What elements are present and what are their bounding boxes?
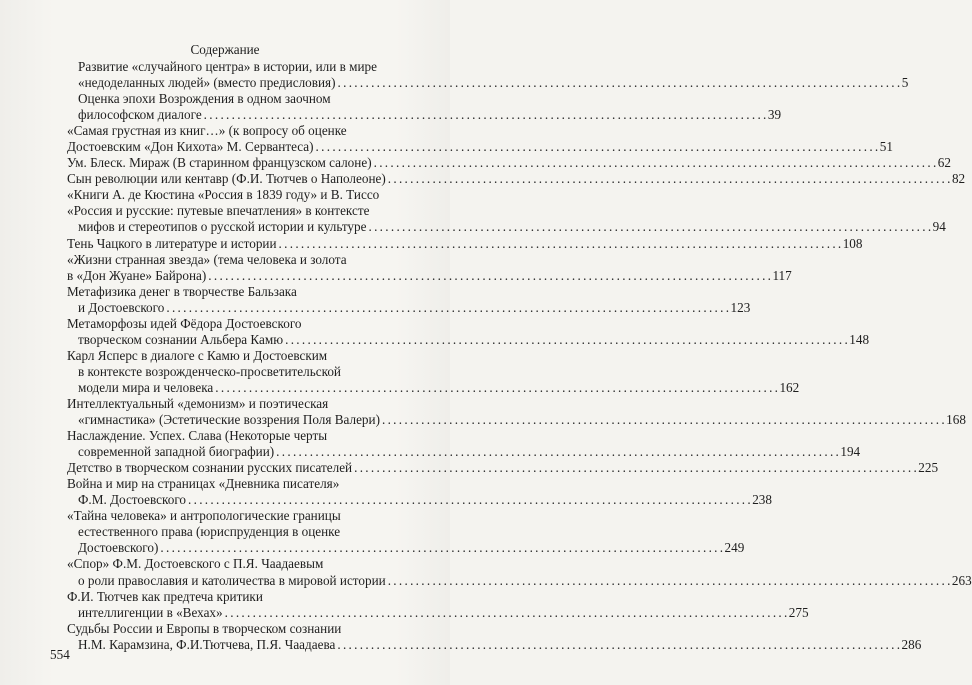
dot-leader [188,492,750,508]
toc-entry-last-line [67,139,893,155]
toc-entry-line: Судьбы России и Европы в творческом сознании [67,620,342,636]
toc-entry-page: 238 [752,492,772,508]
toc-entry [67,476,772,508]
toc-entry [67,123,893,155]
toc-entry-page: 5 [901,75,909,91]
toc-entry-line: Ф.М. Достоевского [78,492,187,508]
toc-entry-line: «Спор» Ф.М. Достоевского с П.Я. Чаадаевым [67,556,324,572]
toc-entry-line: «Жизни странная звезда» (тема человека и золота [67,251,347,267]
toc-entry-last-line [67,235,863,252]
toc-entry-last-line [67,267,792,284]
toc-entry-page: 286 [901,636,922,652]
toc-entry-last-line [67,155,951,171]
toc-entry [67,556,972,588]
toc-entry-last-line [67,540,745,556]
toc-entry-line: Тень Чацкого в литературе и истории [67,235,277,251]
toc-entry-page: 275 [788,604,809,620]
toc-entry-line: Сын революции или кентавр (Ф.И. Тютчев о Наполеоне) [67,171,386,187]
toc-entry-line: Ум. Блеск. Мираж (В старинном французском салоне) [67,155,372,171]
toc-entry-last-line [67,219,946,235]
toc-entry [67,508,745,556]
toc-entry-last-line [67,331,870,348]
toc-entry-last-line [67,444,861,460]
toc-entry-last-line [67,299,751,316]
toc-entry [67,235,863,252]
toc-entry [67,251,792,284]
toc-entry-page: 123 [730,299,751,315]
dot-leader [388,171,950,187]
toc-entry-line: «Тайна человека» и антропологические границы [67,508,341,524]
toc-entry-line: и Достоевского [78,299,165,315]
toc-entry-page: 62 [937,155,951,171]
toc-entry-last-line [67,379,800,396]
dot-leader [382,412,944,428]
toc-entry-page: 108 [842,235,863,251]
page-number: 554 [50,647,70,662]
dot-leader [276,444,838,460]
toc-entry-line: Достоевского) [78,540,159,556]
toc-entry-page: 225 [918,460,939,476]
dot-leader [215,380,777,396]
toc-entry-line: модели мира и человека [78,379,214,395]
toc-entry-page: 148 [849,331,870,347]
toc-entry-line: «Россия и русские: путевые впечатления» в контексте [67,203,370,219]
toc-entry-page: 117 [772,267,792,283]
toc-entry-line: Детство в творческом сознании русских писателей [67,460,353,476]
toc-entry [67,283,751,316]
toc-entry [67,91,782,123]
toc-entry-last-line [67,107,782,123]
toc-entry-line: Оценка эпохи Возрождения в одном заочном [78,91,331,107]
toc-entry-line: современной западной биографии) [78,444,275,460]
toc-entry-line: «гимнастика» (Эстетические воззрения Поля Валери) [78,412,380,428]
toc-entry-line: Ф.И. Тютчев как предтеча критики [67,588,263,604]
toc-entry-page: 82 [951,171,966,187]
dot-leader [354,460,916,476]
toc-entry-line: философском диалоге [78,107,202,123]
toc-entry-line: в контексте возрожденческо-просветительской [78,363,341,379]
toc-entry-page: 263 [951,572,972,588]
dot-leader [225,605,787,621]
dot-leader [374,155,936,171]
toc-entry [67,460,939,476]
toc-entry-page: 39 [767,107,782,123]
toc-entry-line: о роли православия и католичества в мировой истории [78,572,386,588]
table-of-contents [67,59,972,653]
toc-entry [67,59,909,91]
toc-entry-line: «недоделанных людей» (вместо предисловия) [78,75,336,91]
toc-entry [67,315,870,348]
toc-title: Содержание [190,42,260,57]
dot-leader [285,332,847,348]
toc-entry-line: Метафизика денег в творчестве Бальзака [67,283,297,299]
dot-leader [279,236,841,252]
toc-entry-last-line [67,604,809,621]
toc-entry-line: творческом сознании Альбера Камю [78,331,284,347]
toc-entry [67,155,951,171]
dot-leader [316,139,878,155]
toc-entry-line: Интеллектуальный «демонизм» и поэтическая [67,395,329,411]
toc-entry-line: в «Дон Жуане» Байрона) [67,267,207,283]
toc-entry-line: Война и мир на страницах «Дневника писателя» [67,476,340,492]
toc-entry-last-line [67,460,939,476]
dot-leader [166,300,728,316]
toc-entry-last-line [67,636,922,653]
toc-entry [67,347,800,396]
dot-leader [368,219,930,235]
toc-entry-line: «Самая грустная из книг…» (к вопросу об оценке [67,123,347,139]
toc-entry-page: 168 [946,412,966,428]
toc-entry-line: мифов и стереотипов о русской истории и культуре [78,219,367,235]
toc-entry-last-line [67,75,909,91]
toc-entry-page: 94 [932,219,946,235]
toc-entry [67,171,966,187]
toc-entry-line: естественного права (юриспруденция в оценке [78,524,341,540]
toc-entry-page: 249 [724,540,745,556]
dot-leader [160,540,722,556]
toc-entry-page: 162 [779,379,800,395]
dot-leader [338,75,900,91]
toc-entry-line: Развитие «случайного центра» в истории, или в мире [78,59,377,74]
toc-entry [67,187,946,235]
toc-entry-line: Карл Ясперс в диалоге с Камю и Достоевским [67,347,328,363]
toc-entry [67,620,922,653]
toc-entry-last-line [67,572,972,589]
toc-entry-last-line [67,492,772,508]
toc-entry-line: интеллигенции в «Вехах» [78,604,223,620]
dot-leader [208,268,770,284]
toc-entry [67,395,966,428]
toc-entry-page: 51 [879,139,893,155]
toc-entry-last-line [67,412,966,428]
toc-entry-line: Метаморфозы идей Фёдора Достоевского [67,315,302,331]
toc-entry [67,588,809,621]
toc-entry-line: Н.М. Карамзина, Ф.И.Тютчева, П.Я. Чаадаева [78,636,336,652]
dot-leader [337,637,899,653]
dot-leader [204,107,766,123]
toc-entry-line: Наслаждение. Успех. Слава (Некоторые черты [67,428,328,444]
toc-entry-last-line [67,171,966,187]
dot-leader [388,573,950,589]
toc-entry-line: «Книги А. де Кюстина «Россия в 1839 году» и В. Тиссо [67,187,380,203]
toc-entry-line: Достоевским «Дон Кихота» М. Сервантеса) [67,139,314,155]
toc-entry [67,428,861,460]
toc-entry-page: 194 [840,444,861,460]
